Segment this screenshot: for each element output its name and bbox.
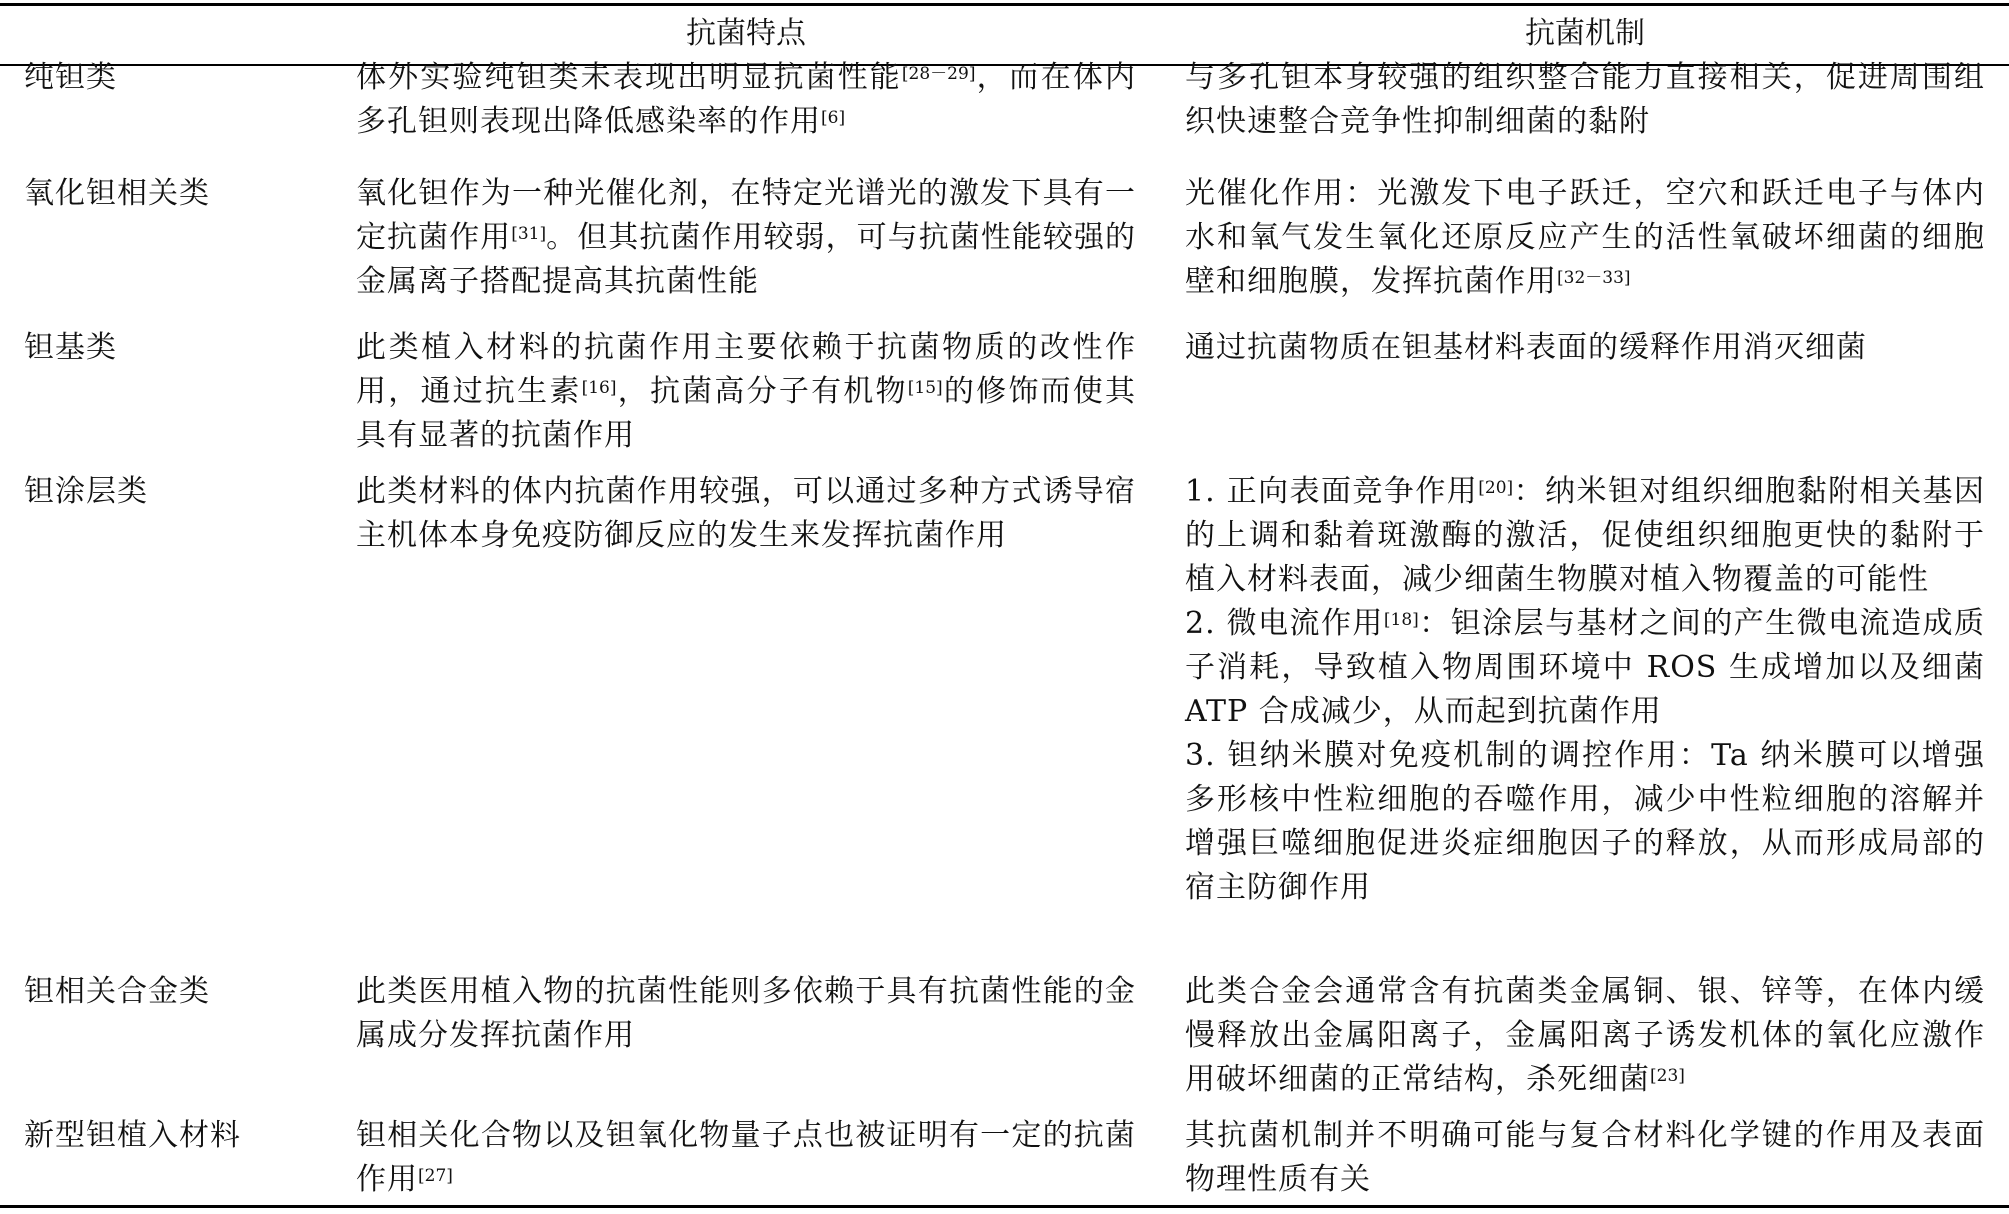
cell-text: 其抗菌机制并不明确可能与复合材料化学键的作用及表面物理性质有关 (1185, 1118, 1985, 1197)
table-top-rule (0, 3, 2009, 6)
mechanism-item (1185, 602, 1985, 734)
column-header-feature: 抗菌特点 (686, 16, 806, 51)
row-feature (356, 1114, 1136, 1202)
row-feature (356, 326, 1136, 458)
citation: [20] (1478, 478, 1514, 498)
row-mechanism (1185, 970, 1985, 1102)
cell-text: 体外实验纯钽类未表现出明显抗菌性能 (356, 60, 902, 95)
column-header-mechanism: 抗菌机制 (1525, 16, 1645, 51)
row-category: 钽涂层类 (24, 474, 148, 509)
row-mechanism (1185, 326, 1985, 370)
row-mechanism (1185, 1114, 1985, 1202)
row-category: 钽相关合金类 (24, 974, 210, 1009)
table-bottom-rule (0, 1205, 2009, 1208)
mechanism-item (1185, 470, 1985, 602)
row-category: 纯钽类 (24, 60, 117, 95)
cell-text: 此类医用植入物的抗菌性能则多依赖于具有抗菌性能的金属成分发挥抗菌作用 (356, 974, 1136, 1053)
cell-text: 的修饰而使其具有显著的抗菌作用 (356, 374, 1137, 453)
cell-text: 通过抗菌物质在钽基材料表面的缓释作用消灭细菌 (1185, 330, 1867, 365)
cell-text: 。但其抗菌作用较弱，可与抗菌性能较强的金属离子搭配提高其抗菌性能 (356, 220, 1137, 299)
row-category: 新型钽植入材料 (24, 1118, 241, 1153)
row-feature (356, 970, 1136, 1058)
row-category: 钽基类 (24, 330, 117, 365)
cell-text: 1. 正向表面竞争作用 (1185, 474, 1479, 509)
cell-text: 2. 微电流作用 (1185, 606, 1384, 641)
cell-text: ，抗菌高分子有机物 (616, 374, 908, 409)
cell-text: 与多孔钽本身较强的组织整合能力直接相关，促进周围组织快速整合竞争性抑制细菌的黏附 (1185, 60, 1985, 139)
row-feature (356, 470, 1136, 558)
citation: [18] (1383, 610, 1419, 630)
cell-text: 光催化作用：光激发下电子跃迁，空穴和跃迁电子与体内水和氧气发生氧化还原反应产生的活性氧破坏细菌的细胞壁和细胞膜，发挥抗菌作用 (1185, 176, 1985, 299)
cell-text: 此类植入材料的抗菌作用主要依赖于抗菌物质的改性作用，通过抗生素 (356, 330, 1136, 409)
cell-text: 此类材料的体内抗菌作用较强，可以通过多种方式诱导宿主机体本身免疫防御反应的发生来发挥抗菌作用 (356, 474, 1136, 553)
citation: [23] (1650, 1066, 1685, 1086)
mechanism-item (1185, 172, 1985, 304)
row-feature (356, 56, 1136, 144)
cell-text: ，而在体内多孔钽则表现出降低感染率的作用 (356, 60, 1137, 139)
citation: [16] (581, 378, 617, 398)
citation: [32－33] (1557, 268, 1631, 288)
row-category: 氧化钽相关类 (24, 176, 210, 211)
citation: [31] (511, 224, 547, 244)
mechanism-item (1185, 970, 1985, 1102)
mechanism-item (1185, 56, 1985, 144)
mechanism-item (1185, 326, 1985, 370)
cell-text: 此类合金会通常含有抗菌类金属铜、银、锌等，在体内缓慢释放出金属阳离子，金属阳离子诱发机体的氧化应激作用破坏细菌的正常结构，杀死细菌 (1185, 974, 1985, 1097)
row-mechanism (1185, 56, 1985, 144)
mechanism-item (1185, 1114, 1985, 1202)
row-feature (356, 172, 1136, 304)
citation: [6] (821, 108, 846, 128)
citation: [15] (907, 378, 943, 398)
mechanism-item (1185, 734, 1985, 910)
cell-text: ：钽涂层与基材之间的产生微电流造成质子消耗，导致植入物周围环境中 ROS 生成增加以及细菌 ATP 合成减少，从而起到抗菌作用 (1185, 606, 1985, 729)
row-mechanism (1185, 172, 1985, 304)
row-mechanism (1185, 470, 1985, 910)
cell-text: 氧化钽作为一种光催化剂，在特定光谱光的激发下具有一定抗菌作用 (356, 176, 1136, 255)
cell-text: 钽相关化合物以及钽氧化物量子点也被证明有一定的抗菌作用 (356, 1118, 1136, 1197)
cell-text: 3. 钽纳米膜对免疫机制的调控作用：Ta 纳米膜可以增强多形核中性粒细胞的吞噬作用，减少中性粒细胞的溶解并增强巨噬细胞促进炎症细胞因子的释放，从而形成局部的宿主防御作用 (1185, 738, 1985, 905)
citation: [27] (418, 1166, 453, 1186)
citation: [28－29] (901, 64, 976, 84)
cell-text: ：纳米钽对组织细胞黏附相关基因的上调和黏着斑激酶的激活，促使组织细胞更快的黏附于植入材料表面，减少细菌生物膜对植入物覆盖的可能性 (1185, 474, 1985, 597)
